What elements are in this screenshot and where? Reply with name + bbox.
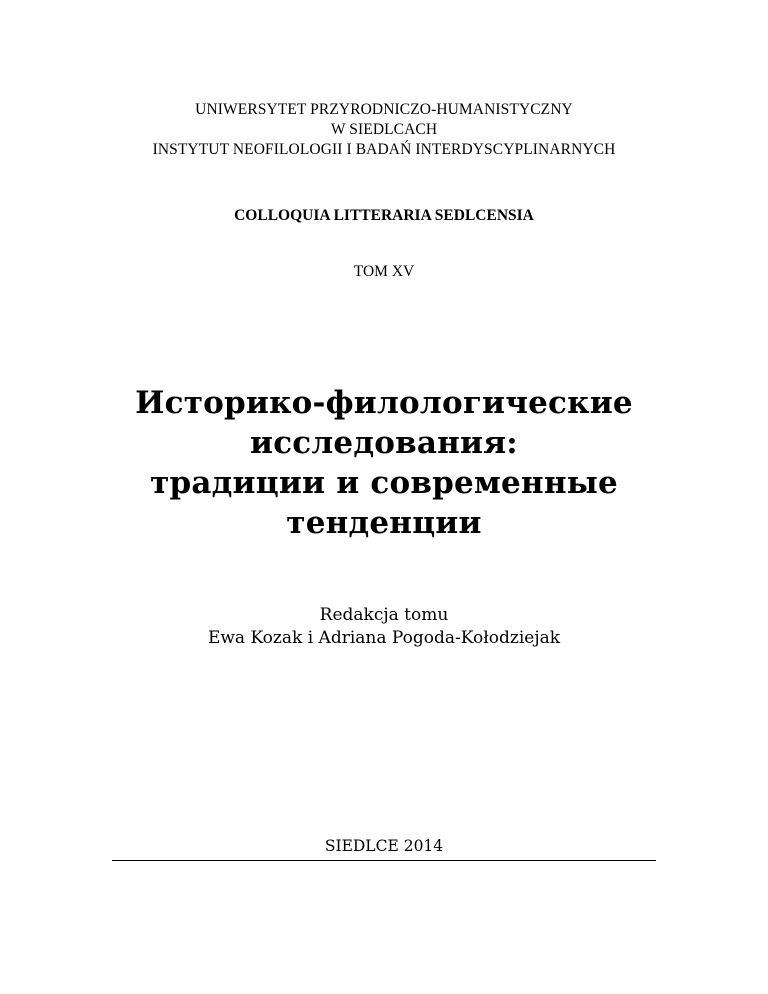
series-title: COLLOQUIA LITTERARIA SEDLCENSIA (234, 207, 534, 224)
volume-number: TOM XV (353, 263, 415, 280)
institution-line-1: UNIWERSYTET PRZYRODNICZO-HUMANISTYCZNY (195, 101, 573, 118)
bottom-rule-divider (112, 860, 656, 861)
book-title-line-3: традиции и современные (150, 465, 618, 501)
editors-block (0, 604, 768, 650)
institution-line-3: INSTYTUT NEOFILOLOGII I BADAŃ INTERDYSCYPLINARNYCH (152, 141, 616, 158)
book-title-line-4: тенденции (286, 505, 482, 541)
book-title (0, 383, 768, 543)
editors-label: Redakcja tomu (319, 605, 449, 625)
institution-line-2: W SIEDLCACH (330, 121, 438, 138)
imprint-place-year: SIEDLCE 2014 (324, 837, 444, 855)
editors-names: Ewa Kozak i Adriana Pogoda-Kołodziejak (207, 628, 561, 648)
book-title-line-2: исследования: (250, 425, 518, 461)
book-title-line-1: Историко-филологические (135, 385, 633, 421)
institution-block (0, 100, 768, 160)
